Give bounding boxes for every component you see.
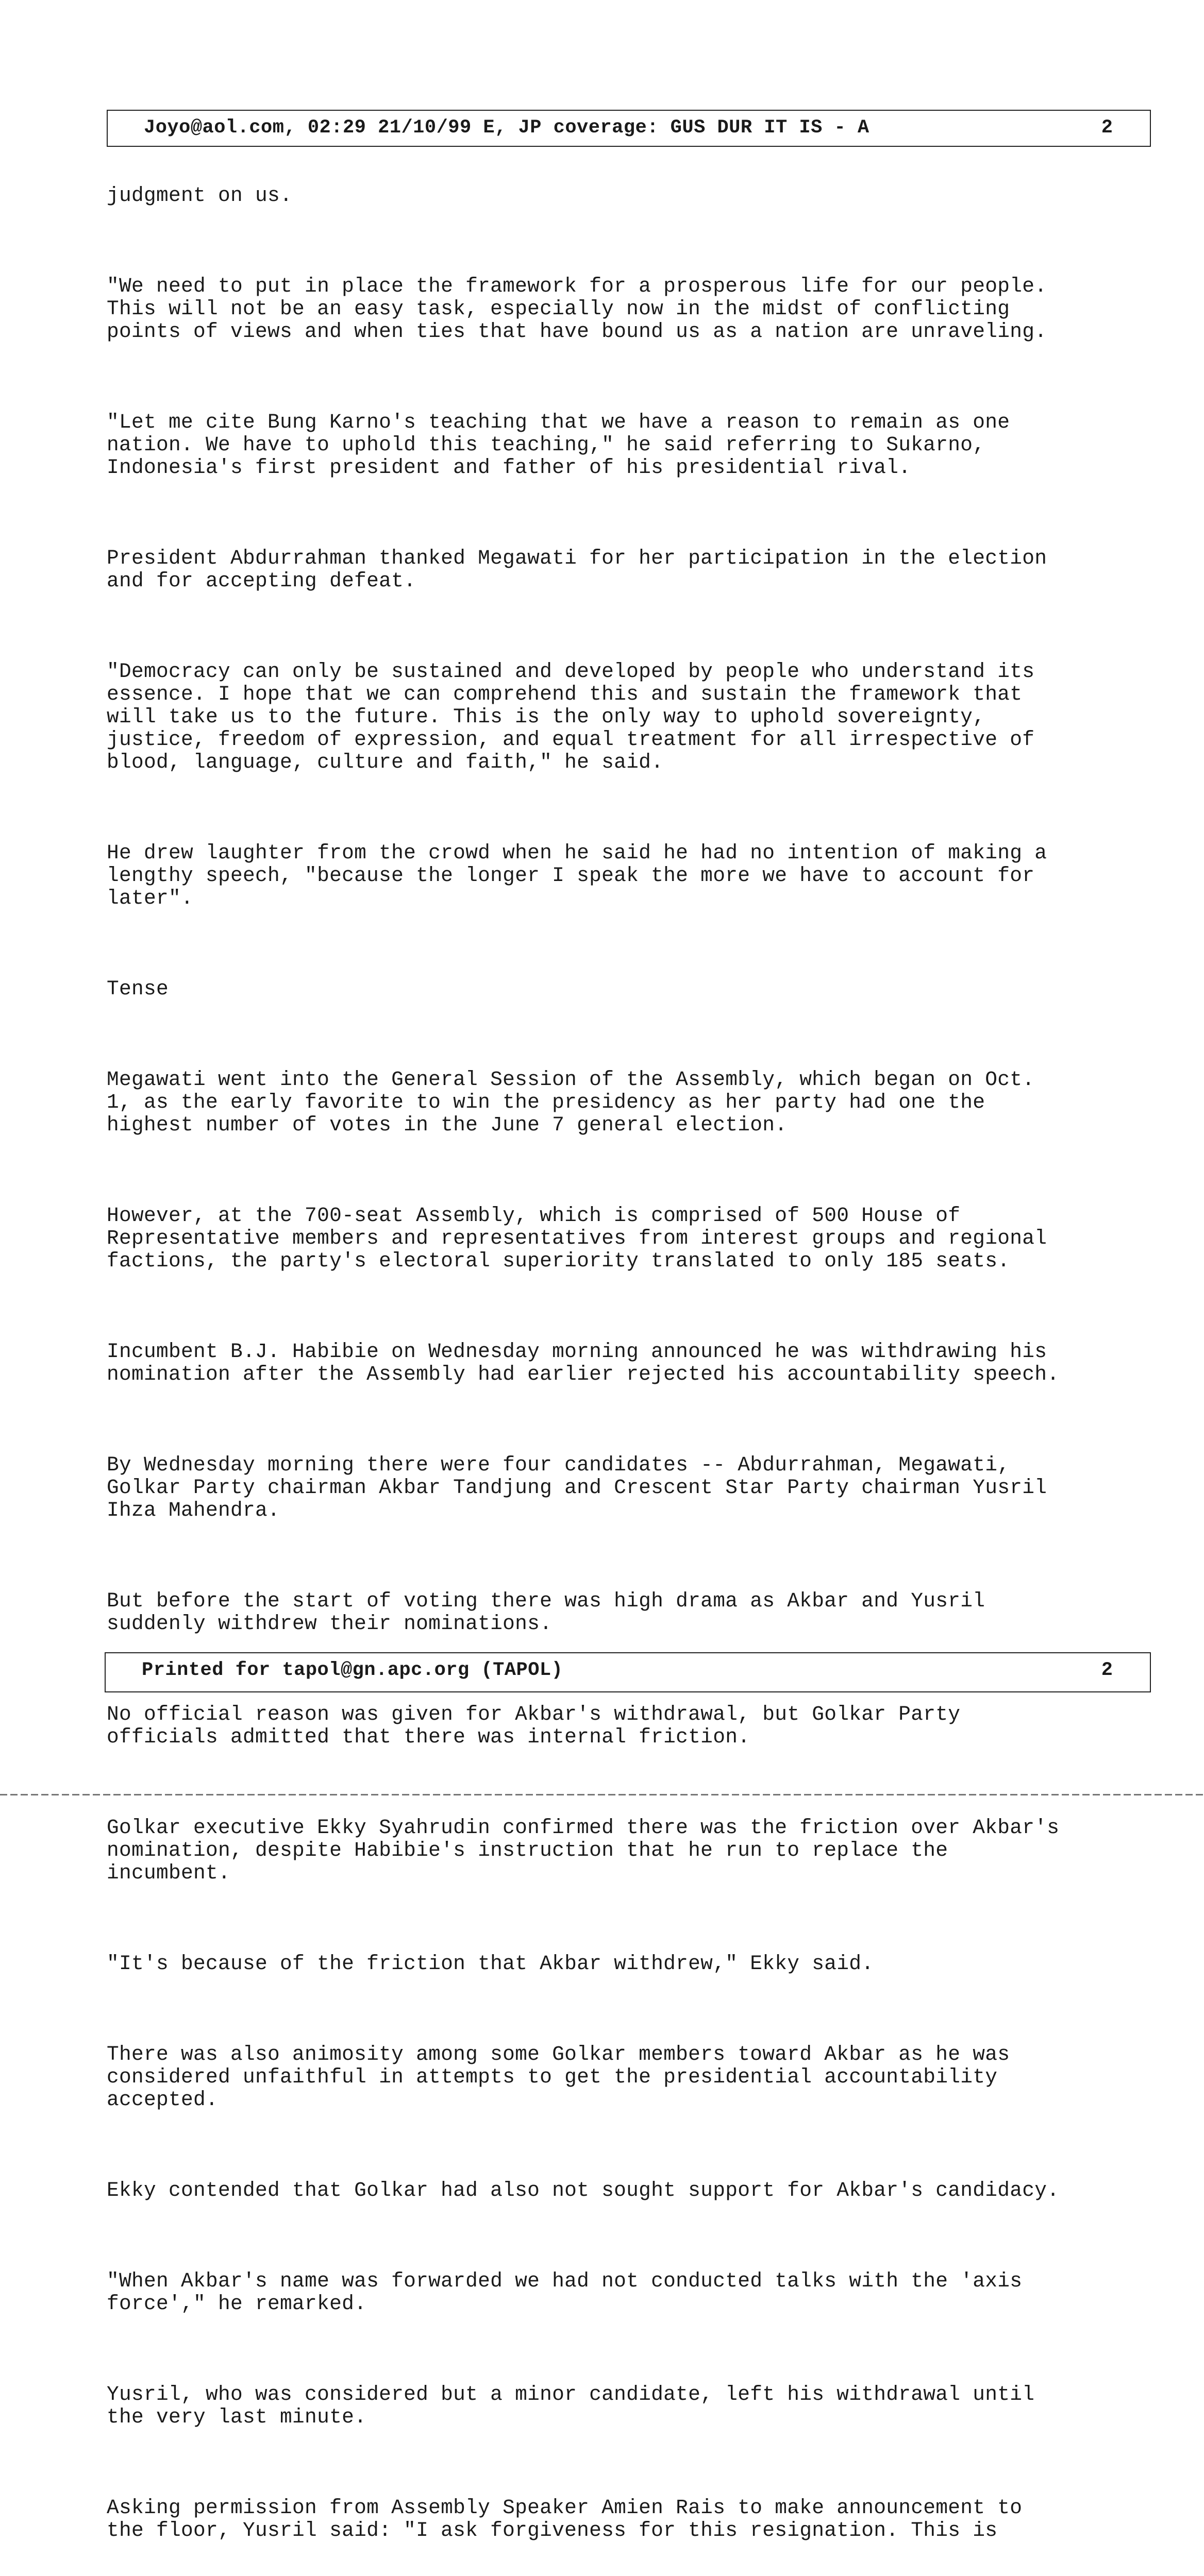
header-title: Joyo@aol.com, 02:29 21/10/99 E, JP coverage: GUS DUR IT IS - A — [144, 117, 869, 139]
footer-text: Printed for tapol@gn.apc.org (TAPOL) — [142, 1659, 563, 1681]
section-heading: Tense — [107, 977, 169, 1001]
scan-edge-rule — [0, 1794, 1204, 1795]
paragraph: President Abdurrahman thanked Megawati for her participation in the election and for accepting defeat. — [107, 547, 1047, 592]
paragraph: However, at the 700-seat Assembly, which is comprised of 500 House of Representative members and representatives from interest groups and regional factions, the party's electoral superiority translated to only 185 seats. — [107, 1204, 1047, 1273]
paragraph: He drew laughter from the crowd when he said he had no intention of making a lengthy speech, "because the longer I speak the more we have to account for later". — [107, 841, 1047, 910]
paragraph: But before the start of voting there was high drama as Akbar and Yusril suddenly withdrew their nominations. — [107, 1589, 985, 1635]
header-page-number: 2 — [1101, 117, 1113, 139]
paragraph: There was also animosity among some Golkar members toward Akbar as he was considered unfaithful in attempts to get the presidential accountability accepted. — [107, 2043, 1010, 2111]
paragraph: judgment on us. — [107, 184, 293, 207]
paragraph: Yusril, who was considered but a minor candidate, left his withdrawal until the very last minute. — [107, 2383, 1035, 2429]
paragraph: Ekky contended that Golkar had also not sought support for Akbar's candidacy. — [107, 2179, 1060, 2202]
paragraph: Golkar executive Ekky Syahrudin confirmed there was the friction over Akbar's nomination, despite Habibie's instruction that he run to replace the incumbent. — [107, 1816, 1060, 1885]
paragraph: Incumbent B.J. Habibie on Wednesday morning announced he was withdrawing his nomination after the Assembly had earlier rejected his accountability speech. — [107, 1340, 1060, 1386]
paragraph: Asking permission from Assembly Speaker Amien Rais to make announcement to the floor, Yusril said: "I ask forgiveness for this resignation. This is — [107, 2496, 1023, 2542]
paragraph: "It's because of the friction that Akbar withdrew," Ekky said. — [107, 1952, 874, 1975]
paragraph: "When Akbar's name was forwarded we had not conducted talks with the 'axis force'," he remarked. — [107, 2269, 1023, 2315]
paragraph: "Democracy can only be sustained and developed by people who understand its essence. I hope that we can comprehend this and sustain the framework that will take us to the future. This is the only way to uphold sovereignty, justice, freedom of expression, and equal treatment for all irrespective of blood, language, culture and faith," he said. — [107, 660, 1035, 774]
footer-page-number: 2 — [1101, 1659, 1113, 1681]
paragraph: Megawati went into the General Session of the Assembly, which began on Oct. 1, as the early favorite to win the presidency as her party had one the highest number of votes in the June 7 general election. — [107, 1068, 1035, 1137]
paragraph: "Let me cite Bung Karno's teaching that we have a reason to remain as one nation. We have to uphold this teaching," he said referring to Sukarno, Indonesia's first president and father of his presidential rival. — [107, 411, 1010, 479]
paragraph: No official reason was given for Akbar's withdrawal, but Golkar Party officials admitted that there was internal friction. — [107, 1703, 961, 1749]
paragraph: By Wednesday morning there were four candidates -- Abdurrahman, Megawati, Golkar Party chairman Akbar Tandjung and Crescent Star Party chairman Yusril Ihza Mahendra. — [107, 1453, 1047, 1522]
page-footer — [105, 1652, 1151, 1692]
article-body — [107, 139, 1148, 2576]
paragraph: "We need to put in place the framework for a prosperous life for our people. This will not be an easy task, especially now in the midst of conflicting points of views and when ties that have bound us as a nation are unraveling. — [107, 275, 1047, 343]
